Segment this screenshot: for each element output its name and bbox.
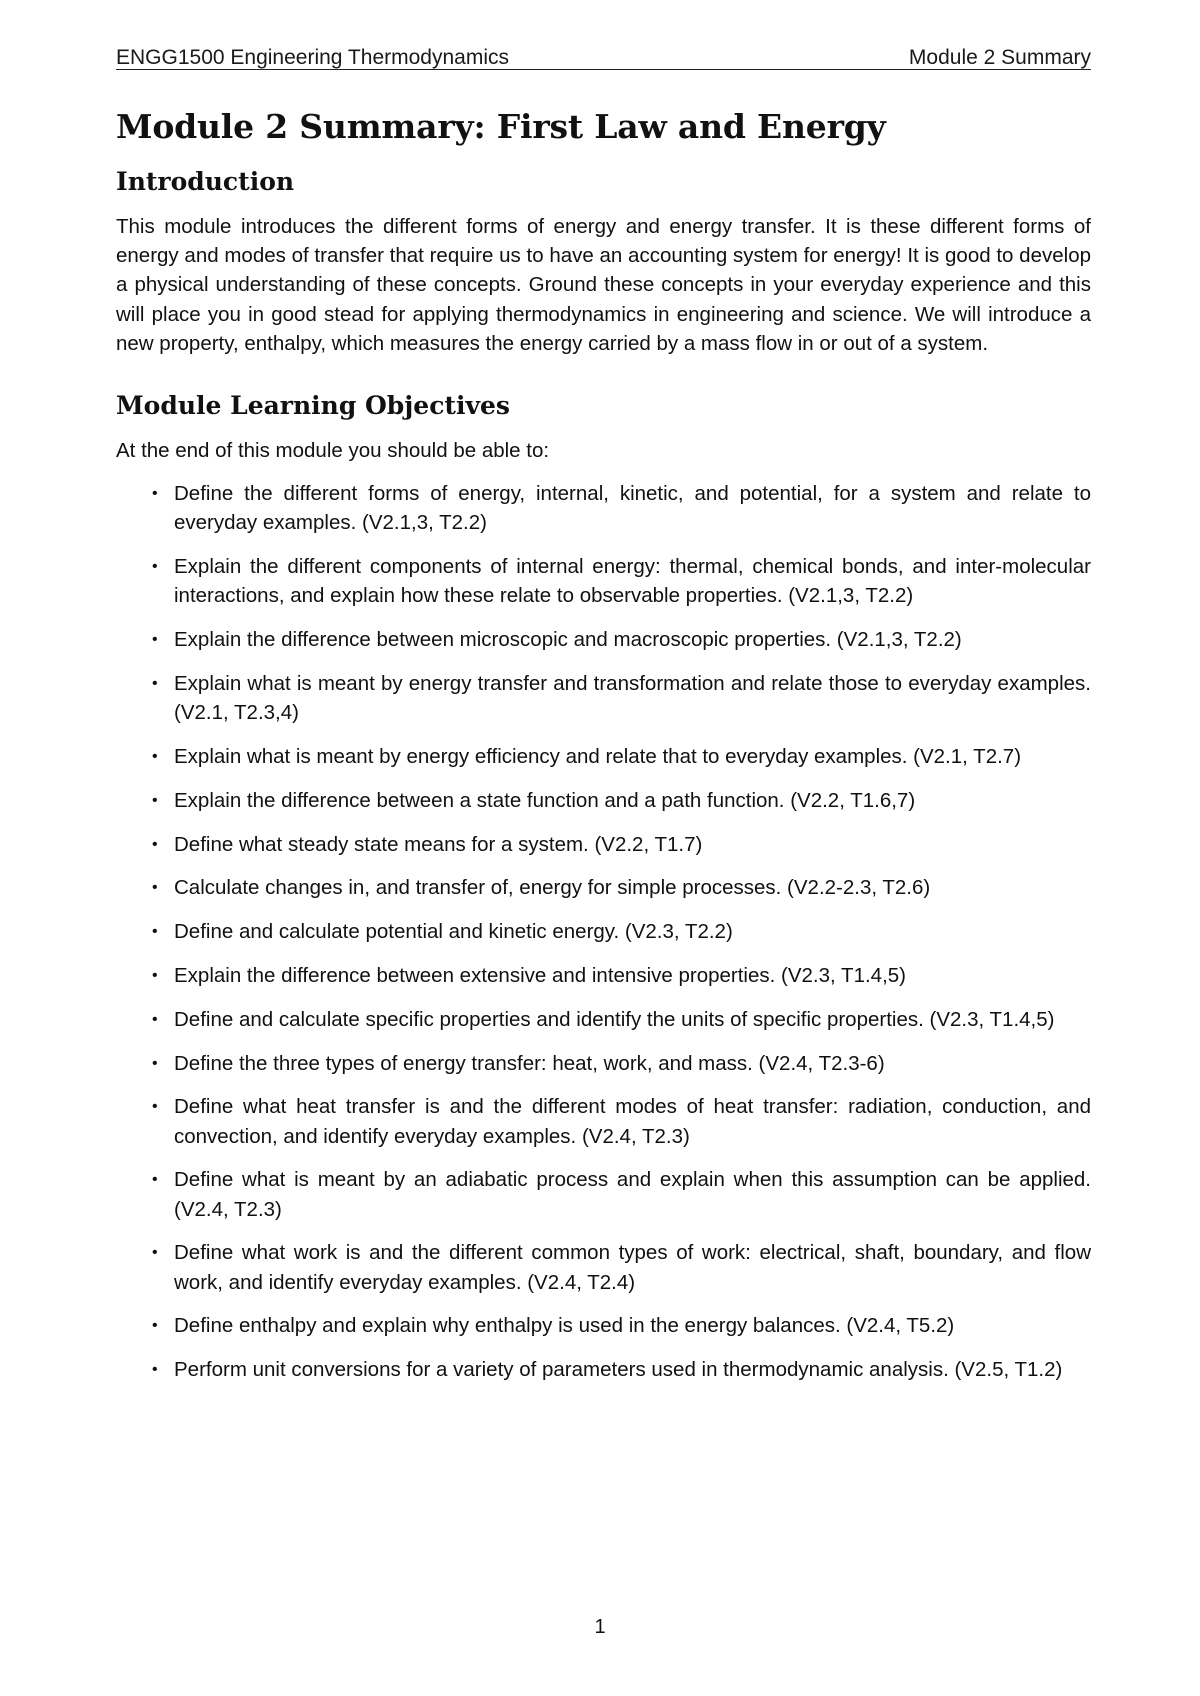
objective-item xyxy=(116,1355,1091,1384)
objective-text: Define and calculate potential and kinetic energy. (V2.3, T2.2) xyxy=(174,920,733,944)
bullet-icon: • xyxy=(152,967,158,984)
bullet-icon: • xyxy=(152,835,158,853)
objective-text: Explain what is meant by energy transfer and transformation and relate those to everyday examples. (V2.1, T2.3,4) xyxy=(174,672,1091,725)
introduction-paragraph: This module introduces the different forms of energy and energy transfer. It is these different forms of energy and modes of transfer that require us to have an accounting system for energy! It is good to develop a physical understanding of these concepts. Ground these concepts in your everyday experience and this will place you in good stead for applying thermodynamics in engineering and science. We will introduce a new property, enthalpy, which measures the energy carried by a mass flow in or out of a system. xyxy=(116,215,1091,355)
bullet-icon: • xyxy=(152,1054,158,1072)
objective-item xyxy=(116,1311,1091,1340)
bullet-icon: • xyxy=(152,558,158,576)
objective-text: Explain what is meant by energy efficiency and relate that to everyday examples. (V2.1, T2.7) xyxy=(174,745,1022,769)
header-rule xyxy=(116,69,1091,70)
objectives-list xyxy=(116,479,1091,1384)
bullet-icon: • xyxy=(152,485,158,503)
objective-item xyxy=(116,479,1091,537)
objective-text: Define what heat transfer is and the different modes of heat transfer: radiation, conduction, and convection, and identify everyday examples. (V2.4, T2.3) xyxy=(174,1095,1091,1148)
objective-text: Calculate changes in, and transfer of, energy for simple processes. (V2.2-2.3, T2.6) xyxy=(174,876,931,900)
objective-item xyxy=(116,1049,1091,1078)
bullet-icon: • xyxy=(152,675,158,693)
objective-text: Define the three types of energy transfer: heat, work, and mass. (V2.4, T2.3-6) xyxy=(174,1051,885,1075)
objective-item xyxy=(116,1005,1091,1034)
objective-text: Explain the difference between a state function and a path function. (V2.2, T1.6,7) xyxy=(174,788,916,812)
objective-item xyxy=(116,669,1091,727)
bullet-icon: • xyxy=(152,1171,158,1189)
bullet-icon: • xyxy=(152,1317,158,1335)
bullet-icon: • xyxy=(152,1361,158,1379)
objective-text: Define and calculate specific properties and identify the units of specific properties. (V2.3, T1.4,5) xyxy=(174,1007,1055,1031)
objectives-lead: At the end of this module you should be able to: xyxy=(116,439,550,463)
objective-text: Explain the different components of internal energy: thermal, chemical bonds, and inter-molecular interactions, and explain how these relate to observable properties. (V2.1,3, T2.2) xyxy=(174,555,1091,608)
running-header xyxy=(116,38,1091,70)
objective-item xyxy=(116,917,1091,946)
bullet-icon: • xyxy=(152,748,158,766)
objective-text: Define enthalpy and explain why enthalpy is used in the energy balances. (V2.4, T5.2) xyxy=(174,1314,955,1338)
objective-item xyxy=(116,1165,1091,1223)
objective-text: Define what steady state means for a system. (V2.2, T1.7) xyxy=(174,832,703,856)
objective-text: Perform unit conversions for a variety of parameters used in thermodynamic analysis. (V2.5, T1.2) xyxy=(174,1358,1063,1382)
objective-text: Define the different forms of energy, internal, kinetic, and potential, for a system and relate to everyday examples. (V2.1,3, T2.2) xyxy=(174,482,1091,535)
objective-item xyxy=(116,786,1091,815)
objective-text: Define what work is and the different common types of work: electrical, shaft, boundary, and flow work, and identify everyday examples. (V2.4, T2.4) xyxy=(174,1241,1091,1294)
bullet-icon: • xyxy=(152,923,158,941)
introduction-section xyxy=(116,164,1091,358)
bullet-icon: • xyxy=(152,791,158,809)
objectives-heading: Module Learning Objectives xyxy=(116,391,510,421)
bullet-icon: • xyxy=(152,879,158,897)
introduction-heading: Introduction xyxy=(116,167,295,196)
page-title: Module 2 Summary: First Law and Energy xyxy=(116,107,886,146)
header-course-title: ENGG1500 Engineering Thermodynamics xyxy=(116,46,509,69)
objective-item xyxy=(116,742,1091,771)
objectives-section xyxy=(116,388,1091,1384)
objective-item xyxy=(116,961,1091,990)
objective-item xyxy=(116,873,1091,902)
bullet-icon: • xyxy=(152,1010,158,1028)
objective-item xyxy=(116,1238,1091,1296)
bullet-icon: • xyxy=(152,1098,158,1116)
page-number: 1 xyxy=(594,1616,606,1638)
objective-item xyxy=(116,830,1091,859)
objective-text: Explain the difference between microscopic and macroscopic properties. (V2.1,3, T2.2) xyxy=(174,628,962,652)
bullet-icon: • xyxy=(152,1244,158,1262)
objective-item xyxy=(116,1092,1091,1150)
header-module-label: Module 2 Summary xyxy=(908,46,1091,69)
objective-text: Define what is meant by an adiabatic process and explain when this assumption can be applied. (V2.4, T2.3) xyxy=(174,1168,1091,1221)
objective-item xyxy=(116,552,1091,610)
objective-item xyxy=(116,625,1091,654)
page-content xyxy=(116,104,1091,1399)
objective-text: Explain the difference between extensive and intensive properties. (V2.3, T1.4,5) xyxy=(174,964,906,987)
bullet-icon: • xyxy=(152,631,158,649)
